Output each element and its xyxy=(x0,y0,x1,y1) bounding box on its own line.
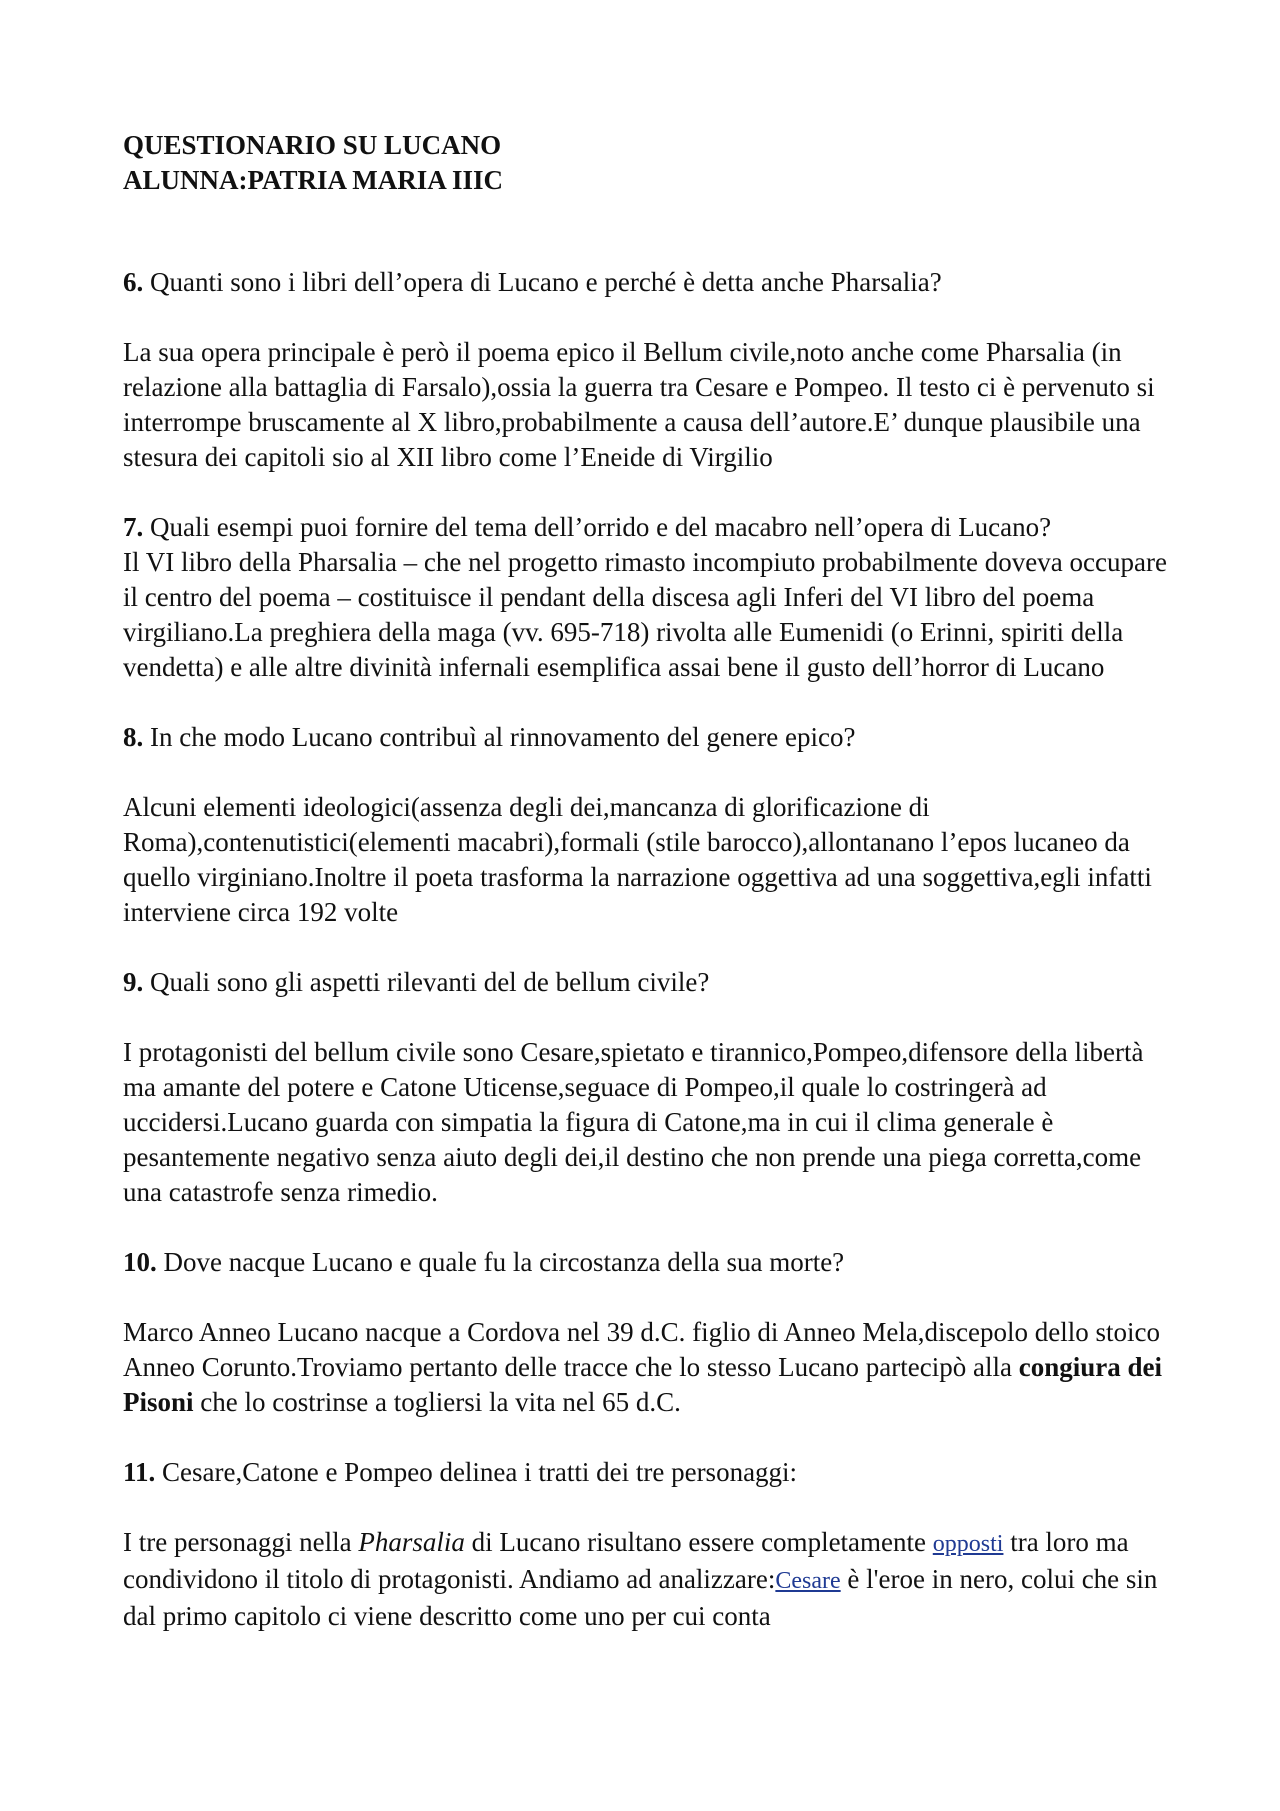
question-9 xyxy=(123,965,1180,1000)
question-6 xyxy=(123,265,1180,300)
answer-7: Il VI libro della Pharsalia – che nel progetto rimasto incompiuto probabilmente doveva occupare il centro del poema – costituisce il pendant della discesa agli Inferi del VI libro del poema virgiliano.La preghiera della maga (vv. 695-718) rivolta alle Eumenidi (o Erinni, spiriti della vendetta) e alle altre divinità infernali esemplifica assai bene il gusto dell’horror di Lucano xyxy=(123,547,1167,682)
question-text: In che modo Lucano contribuì al rinnovamento del genere epico? xyxy=(143,722,856,752)
document-title: QUESTIONARIO SU LUCANO xyxy=(123,130,502,160)
question-11 xyxy=(123,1455,1180,1490)
question-10 xyxy=(123,1245,1180,1280)
answer-text: Marco Anneo Lucano nacque a Cordova nel 39 d.C. figlio di Anneo Mela,discepolo dello stoico Anneo Corunto.Troviamo pertanto delle tracce che lo stesso Lucano partecipò alla xyxy=(123,1317,1161,1382)
question-text: Quanti sono i libri dell’opera di Lucano e perché è detta anche Pharsalia? xyxy=(143,267,942,297)
answer-bold-text: congiura dei Pisoni xyxy=(123,1352,1162,1417)
question-number: 6. xyxy=(123,267,144,297)
answer-10 xyxy=(123,1315,1180,1420)
student-name: ALUNNA:PATRIA MARIA IIIC xyxy=(123,165,504,195)
question-number: 9. xyxy=(123,967,144,997)
answer-text: I tre personaggi nella xyxy=(123,1527,359,1557)
answer-11 xyxy=(123,1525,1180,1634)
link-opposti[interactable]: opposti xyxy=(932,1531,1004,1557)
question-text: Quali esempi puoi fornire del tema dell’orrido e del macabro nell’opera di Lucano? xyxy=(143,512,1052,542)
question-8 xyxy=(123,720,1180,755)
answer-text: tra loro ma condividono il titolo di protagonisti. Andiamo ad analizzare: xyxy=(123,1527,1129,1594)
answer-8: Alcuni elementi ideologici(assenza degli dei,mancanza di glorificazione di Roma),contenutistici(elementi macabri),formali (stile barocco),allontanano l’epos lucaneo da quello virginiano.Inoltre il poeta trasforma la narrazione oggettiva ad una soggettiva,egli infatti interviene circa 192 volte xyxy=(123,792,1152,927)
question-number: 7. xyxy=(123,512,144,542)
question-text: Dove nacque Lucano e quale fu la circostanza della sua morte? xyxy=(156,1247,845,1277)
question-number: 8. xyxy=(123,722,144,752)
question-text: Cesare,Catone e Pompeo delinea i tratti dei tre personaggi: xyxy=(155,1457,798,1487)
link-cesare[interactable]: Cesare xyxy=(775,1568,841,1594)
answer-9: I protagonisti del bellum civile sono Cesare,spietato e tirannico,Pompeo,difensore della libertà ma amante del potere e Catone Uticense,seguace di Pompeo,il quale lo costringerà ad uccidersi.Lucano guarda con simpatia la figura di Catone,ma in cui il clima generale è pesantemente negativo senza aiuto degli dei,il destino che non prende una piega corretta,come una catastrofe senza rimedio. xyxy=(123,1037,1144,1207)
answer-text: di Lucano risultano essere completamente xyxy=(464,1527,933,1557)
question-number: 11. xyxy=(123,1457,156,1487)
question-number: 10. xyxy=(123,1247,157,1277)
answer-6: La sua opera principale è però il poema epico il Bellum civile,noto anche come Pharsalia (in relazione alla battaglia di Farsalo),ossia la guerra tra Cesare e Pompeo. Il testo ci è pervenuto si interrompe bruscamente al X libro,probabilmente a causa dell’autore.E’ dunque plausibile una stesura dei capitoli sio al XII libro come l’Eneide di Virgilio xyxy=(123,337,1155,472)
answer-text: è l'eroe in nero, colui che sin dal primo capitolo ci viene descritto come uno per cui conta xyxy=(123,1564,1158,1631)
answer-text: che lo costrinse a togliersi la vita nel 65 d.C. xyxy=(193,1387,681,1417)
answer-italic-text: Pharsalia xyxy=(358,1527,465,1557)
question-7 xyxy=(123,510,1180,545)
question-text: Quali sono gli aspetti rilevanti del de bellum civile? xyxy=(143,967,710,997)
document-header xyxy=(123,128,1180,198)
